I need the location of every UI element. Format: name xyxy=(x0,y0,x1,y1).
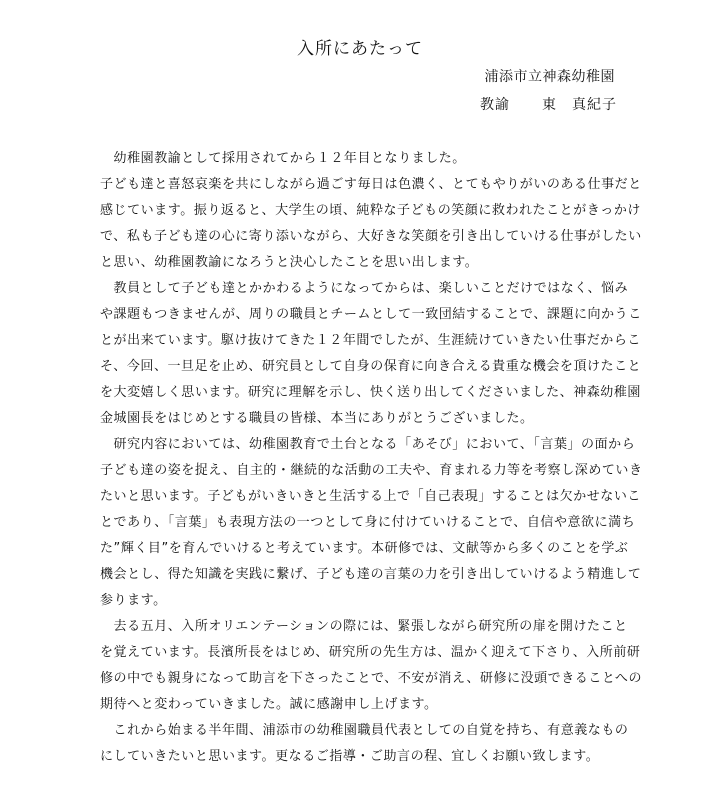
body-line: 研究内容においては、幼稚園教育で土台となる「あそび」において、「言葉」の面から xyxy=(100,437,636,452)
body-line: で、私も子ども達の心に寄り添いながら、大好きな笑顔を引き出していける仕事がしたい xyxy=(100,229,642,244)
body-line: 去る五月、入所オリエンテーションの際には、緊張しながら研究所の扉を開けたこと xyxy=(100,619,628,634)
body-line: や課題もつきませんが、周りの職員とチームとして一致団結することで、課題に向かうこ xyxy=(100,307,642,322)
body-line: 子ども達の姿を捉え、自主的・継続的な活動の工夫や、育まれる力等を考察し深めていき xyxy=(100,463,643,478)
body-line: 機会とし、得た知識を実践に繋げ、子ども達の言葉の力を引き出していけるよう精進して xyxy=(100,567,642,582)
body-line: 期待へと変わっていきました。誠に感謝申し上げます。 xyxy=(100,697,438,712)
body-line: 感じています。振り返ると、大学生の頃、純粋な子どもの笑顔に救われたことがきっかけ xyxy=(100,203,641,218)
body-line: 修の中でも親身になって助言を下さったことで、不安が消え、研修に没頭できることへの xyxy=(100,671,643,686)
body-line: を覚えています。長濱所長をはじめ、研究所の先生方は、温かく迎えて下さり、入所前研 xyxy=(100,645,641,660)
body-line: 幼稚園教諭として採用されてから１２年目となりました。 xyxy=(100,151,466,166)
body-line: にしていきたいと思います。更なるご指導・ご助言の程、宜しくお願い致します。 xyxy=(100,749,600,764)
body-line: とが出来ています。駆け抜けてきた１２年間でしたが、生涯続けていきたい仕事だからこ xyxy=(100,333,641,348)
body-line: 金城園長をはじめとする職員の皆様、本当にありがとうございました。 xyxy=(100,411,534,426)
author-affiliation: 浦添市立神森幼稚園 xyxy=(484,69,615,85)
body-line: 教員として子ども達とかかわるようになってからは、楽しいことだけではなく、悩み xyxy=(100,281,629,296)
document-body xyxy=(100,146,643,770)
author-line xyxy=(480,94,617,114)
document-title: 入所にあたって xyxy=(297,39,423,59)
body-line: を大変嬉しく思います。研究に理解を示し、快く送り出してくださいました、神森幼稚園 xyxy=(100,385,641,400)
body-line: これから始まる半年間、浦添市の幼稚園職員代表としての自覚を持ち、有意義なもの xyxy=(100,723,629,738)
author-name: 東 真紀子 xyxy=(542,97,617,113)
body-line: たいと思います。子どもがいきいきと生活する上で「自己表現」することは欠かせないこ xyxy=(100,489,641,504)
body-line: 参ります。 xyxy=(100,593,167,608)
body-line: た”輝く目”を育んでいけると考えています。本研修では、文献等から多くのことを学ぶ xyxy=(100,541,629,556)
body-line: と思い、幼稚園教諭になろうと決心したことを思い出します。 xyxy=(100,255,479,270)
body-line: 子ども達と喜怒哀楽を共にしながら過ごす毎日は色濃く、とてもやりがいのある仕事だと xyxy=(100,177,642,192)
body-line: そ、今回、一旦足を止め、研究員として自身の保育に向き合える貴重な機会を頂けたこと xyxy=(100,359,642,374)
body-line: とであり、「言葉」も表現方法の一つとして身に付けていけることで、自信や意欲に満ち xyxy=(100,515,636,530)
author-role: 教諭 xyxy=(480,97,510,113)
